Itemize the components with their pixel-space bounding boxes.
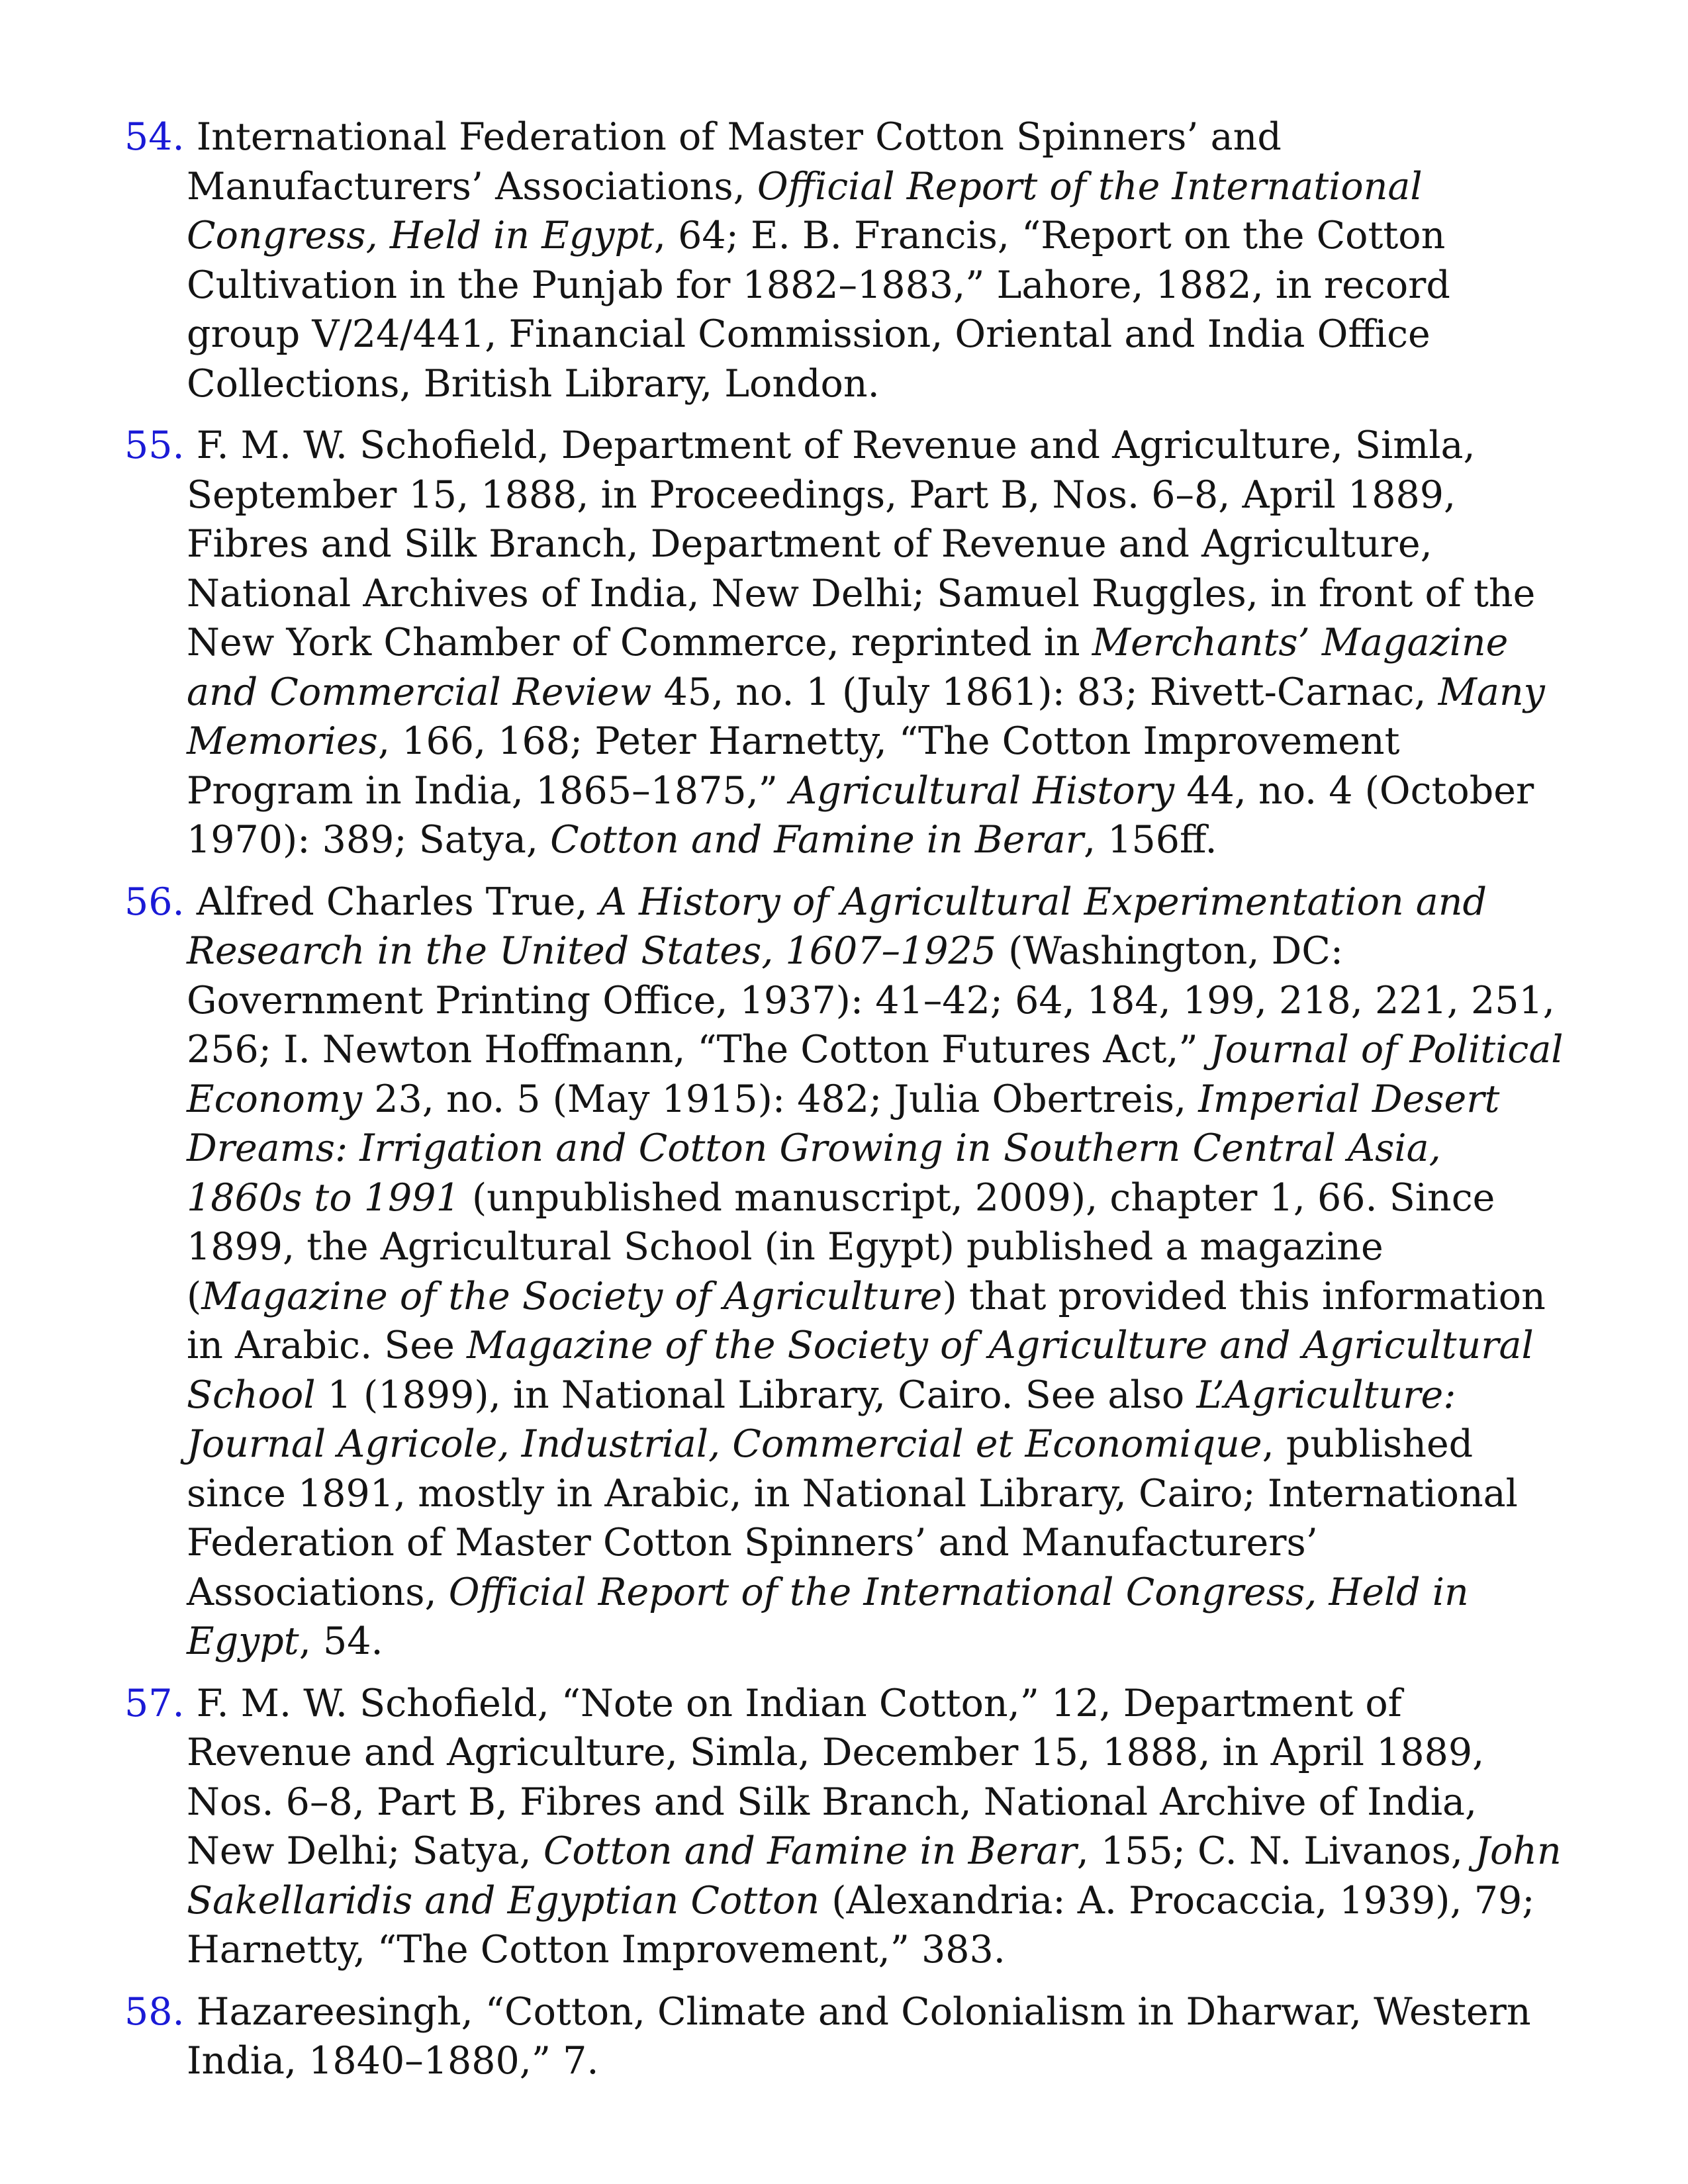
citation-text: 44, no. 4 (October 1970): 389; Satya, xyxy=(187,768,1534,862)
italic-title: Official Report of the International Congress, Held in Egypt xyxy=(187,1570,1469,1663)
italic-title: Merchants’ Magazine and Commercial Review xyxy=(187,621,1509,714)
citation-text: , published since 1891, mostly in Arabic, in National Library, Cairo; International Federation of Master Cotton Spinners’ and Manufacturers’ Associations, xyxy=(187,1422,1518,1614)
endnote-number-link[interactable]: 58. xyxy=(124,1989,185,2034)
citation-text: , 166, 168; Peter Harnetty, “The Cotton Improvement Program in India, 1865–1875,” xyxy=(187,719,1400,813)
citation-text: (Alexandria: A. Procaccia, 1939), 79; Harnetty, “The Cotton Improvement,” 383. xyxy=(187,1878,1535,1972)
italic-title: Many Memories xyxy=(187,670,1545,763)
endnote-57 xyxy=(124,1679,1568,1975)
citation-text: Hazareesingh, “Cotton, Climate and Colonialism in Dharwar, Western India, 1840–1880,” 7. xyxy=(184,1989,1531,2083)
italic-title: Agricultural History xyxy=(790,768,1175,813)
endnote-55 xyxy=(124,421,1568,865)
citation-text: 1 (1899), in National Library, Cairo. See also xyxy=(315,1373,1197,1417)
endnote-56 xyxy=(124,878,1568,1666)
italic-title: Official Report of the International Congress, Held in Egypt xyxy=(187,164,1423,257)
endnotes-list xyxy=(124,113,1568,2099)
italic-title: A History of Agricultural Experimentation and Research in the United States, 1607–1925 xyxy=(187,880,1487,973)
italic-title: John Sakellaridis and Egyptian Cotton xyxy=(187,1829,1562,1923)
italic-title: Magazine of the Society of Agriculture xyxy=(201,1274,943,1318)
citation-text: International Federation of Master Cotton Spinners’ and Manufacturers’ Associations, xyxy=(184,115,1282,208)
citation-text: (Washington, DC: Government Printing Office, 1937): 41–42; 64, 184, 199, 218, 221, 251, 256; I. Newton Hoffmann, “The Cotton Futures Act,” xyxy=(187,929,1555,1071)
endnote-number-link[interactable]: 55. xyxy=(124,424,185,467)
citation-text: F. M. W. Schofield, Department of Revenue and Agriculture, Simla, September 15, 1888, in Proceedings, Part B, Nos. 6–8, April 1889, Fibres and Silk Branch, Department of Revenue and Agriculture, National Archives of India, New Delhi; Samuel Ruggles, in front of the New York Chamber of Commerce, reprinted in xyxy=(184,424,1536,664)
citation-text: (unpublished manuscript, 2009), chapter 1, 66. Since 1899, the Agricultural School (in Egypt) published a magazine ( xyxy=(187,1175,1495,1318)
italic-title: Imperial Desert Dreams: Irrigation and Cotton Growing in Southern Central Asia, 1860s to 1991 xyxy=(187,1077,1500,1220)
endnote-number-link[interactable]: 57. xyxy=(124,1681,185,1725)
citation-text: , 155; C. N. Livanos, xyxy=(1076,1829,1476,1873)
citation-text: Alfred Charles True, xyxy=(184,880,600,924)
citation-text: , 156ff. xyxy=(1083,818,1217,862)
citation-text: F. M. W. Schofield, “Note on Indian Cotton,” 12, Department of Revenue and Agriculture, Simla, December 15, 1888, in April 1889, Nos. 6–8, Part B, Fibres and Silk Branch, National Archive of India, New Delhi; Satya, xyxy=(184,1681,1485,1873)
italic-title: Journal of Political Economy xyxy=(187,1028,1564,1121)
italic-title: Cotton and Famine in Berar xyxy=(550,818,1084,862)
citation-text: 23, no. 5 (May 1915): 482; Julia Obertreis, xyxy=(362,1077,1199,1121)
citation-text: 45, no. 1 (July 1861): 83; Rivett-Carnac, xyxy=(651,670,1438,714)
citation-text: ) that provided this information in Arabic. See xyxy=(187,1274,1546,1367)
endnote-58 xyxy=(124,1987,1568,2086)
citation-text: , 54. xyxy=(299,1619,383,1663)
italic-title: Magazine of the Society of Agriculture and Agricultural School xyxy=(187,1324,1534,1417)
endnote-number-link[interactable]: 54. xyxy=(124,115,185,159)
endnote-54 xyxy=(124,113,1568,408)
endnote-number-link[interactable]: 56. xyxy=(124,880,185,924)
italic-title: L’Agriculture: Journal Agricole, Industrial, Commercial et Economique xyxy=(187,1373,1456,1466)
italic-title: Cotton and Famine in Berar xyxy=(543,1829,1077,1873)
citation-text: , 64; E. B. Francis, “Report on the Cotton Cultivation in the Punjab for 1882–1883,” Lahore, 1882, in record group V/24/441, Financial Commission, Oriental and India Office Collections, British Library, London. xyxy=(187,214,1450,406)
